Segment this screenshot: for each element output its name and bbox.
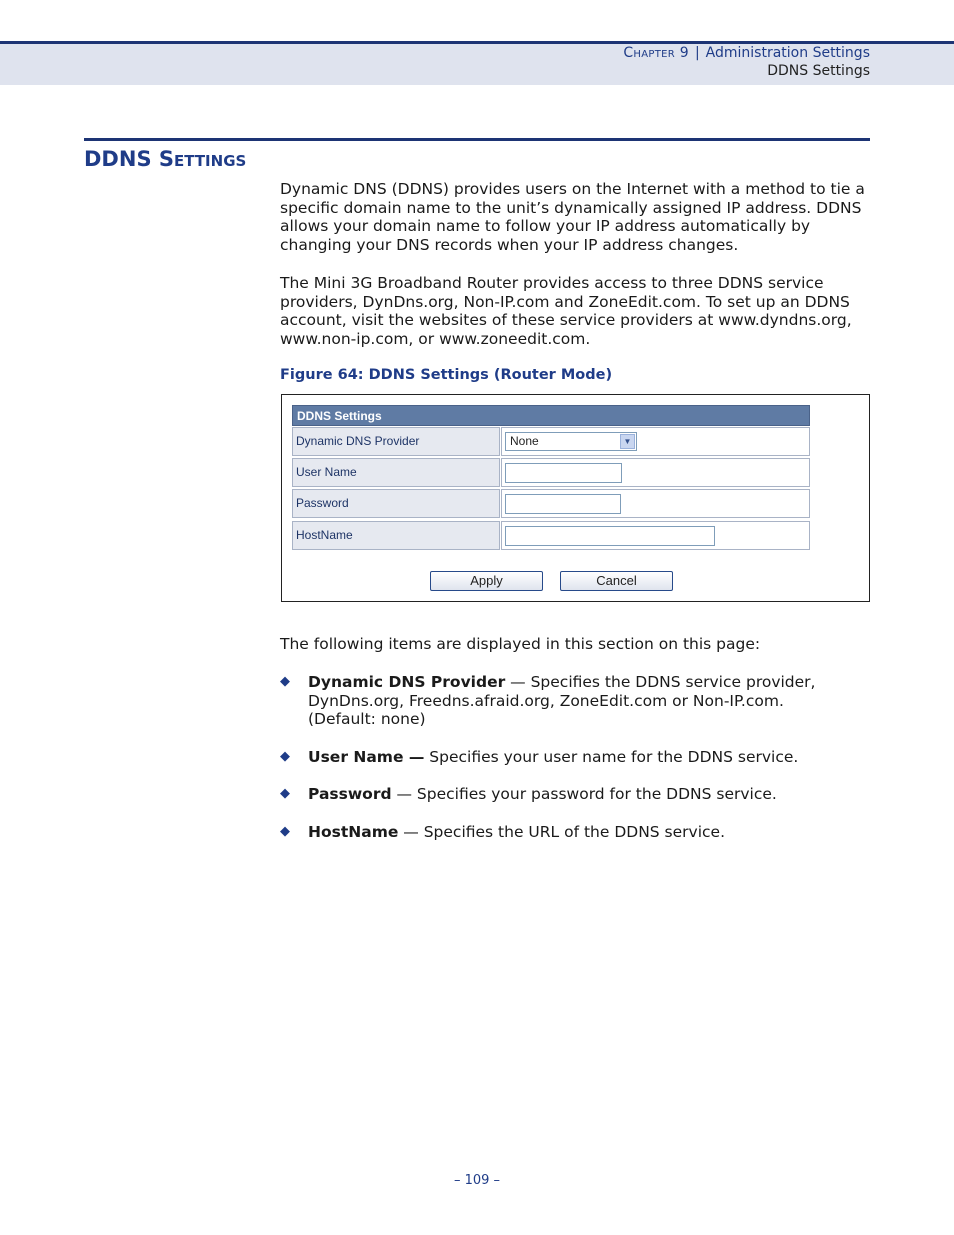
list-item-desc: — Specifies the DDNS service provider, DynDns.org, Freedns.afraid.org, ZoneEdit.com or Non-IP.com. (Default: none)	[308, 673, 816, 729]
items-intro-paragraph: The following items are displayed in this section on this page:	[280, 635, 761, 653]
list-item-term: Dynamic DNS Provider	[308, 673, 506, 691]
list-item-term: HostName	[308, 823, 399, 841]
password-cell	[501, 489, 810, 518]
list-item-term: User Name —	[308, 748, 425, 766]
panel-title: DDNS Settings	[292, 405, 810, 426]
hostname-cell	[501, 521, 810, 550]
list-item-desc: — Specifies your password for the DDNS service.	[391, 785, 777, 803]
password-input[interactable]	[505, 494, 621, 514]
hostname-label: HostName	[292, 521, 500, 550]
running-header-section: DDNS Settings	[767, 63, 870, 79]
username-input[interactable]	[505, 463, 622, 483]
list-item-desc: — Specifies the URL of the DDNS service.	[398, 823, 726, 841]
section-title: DDNS Settings	[84, 147, 247, 171]
diamond-bullet-icon: ◆	[280, 749, 290, 764]
cancel-button[interactable]: Cancel	[560, 571, 673, 591]
intro-paragraph: Dynamic DNS (DDNS) provides users on the Internet with a method to tie a specific domain name to the unit’s dynamically assigned IP address. DDNS allows your domain name to follow your IP address automatically by changing your DNS records when your IP address changes.	[280, 180, 865, 255]
provider-select-value: None	[510, 434, 539, 448]
list-item-text	[308, 673, 848, 729]
list-item-text	[308, 785, 848, 804]
page-number: – 109 –	[453, 1173, 501, 1188]
provider-cell	[501, 427, 810, 456]
hostname-input[interactable]	[505, 526, 715, 546]
list-item-desc: Specifies your user name for the DDNS service.	[424, 748, 799, 766]
username-cell	[501, 458, 810, 487]
list-item-text	[308, 823, 848, 842]
chevron-down-icon[interactable]: ▼	[620, 434, 635, 449]
figure-caption: Figure 64: DDNS Settings (Router Mode)	[280, 367, 613, 383]
apply-button[interactable]: Apply	[430, 571, 543, 591]
running-header-chapter	[623, 45, 870, 61]
diamond-bullet-icon: ◆	[280, 674, 290, 689]
provider-select[interactable]	[505, 432, 637, 451]
diamond-bullet-icon: ◆	[280, 786, 290, 801]
providers-paragraph: The Mini 3G Broadband Router provides access to three DDNS service providers, DynDns.org, Non-IP.com and ZoneEdit.com. To set up an DDNS account, visit the websites of these service providers at www.dyndns.org, www.non-ip.com, or www.zoneedit.com.	[280, 274, 852, 349]
list-item-term: Password	[308, 785, 392, 803]
chapter-label: Chapter 9	[623, 45, 689, 61]
username-label: User Name	[292, 458, 500, 487]
provider-label: Dynamic DNS Provider	[292, 427, 500, 456]
section-title-rule	[84, 138, 870, 141]
password-label: Password	[292, 489, 500, 518]
diamond-bullet-icon: ◆	[280, 824, 290, 839]
chapter-title: Administration Settings	[705, 45, 870, 61]
ddns-settings-figure	[281, 394, 870, 602]
list-item-text	[308, 748, 848, 767]
header-separator: |	[694, 45, 700, 61]
